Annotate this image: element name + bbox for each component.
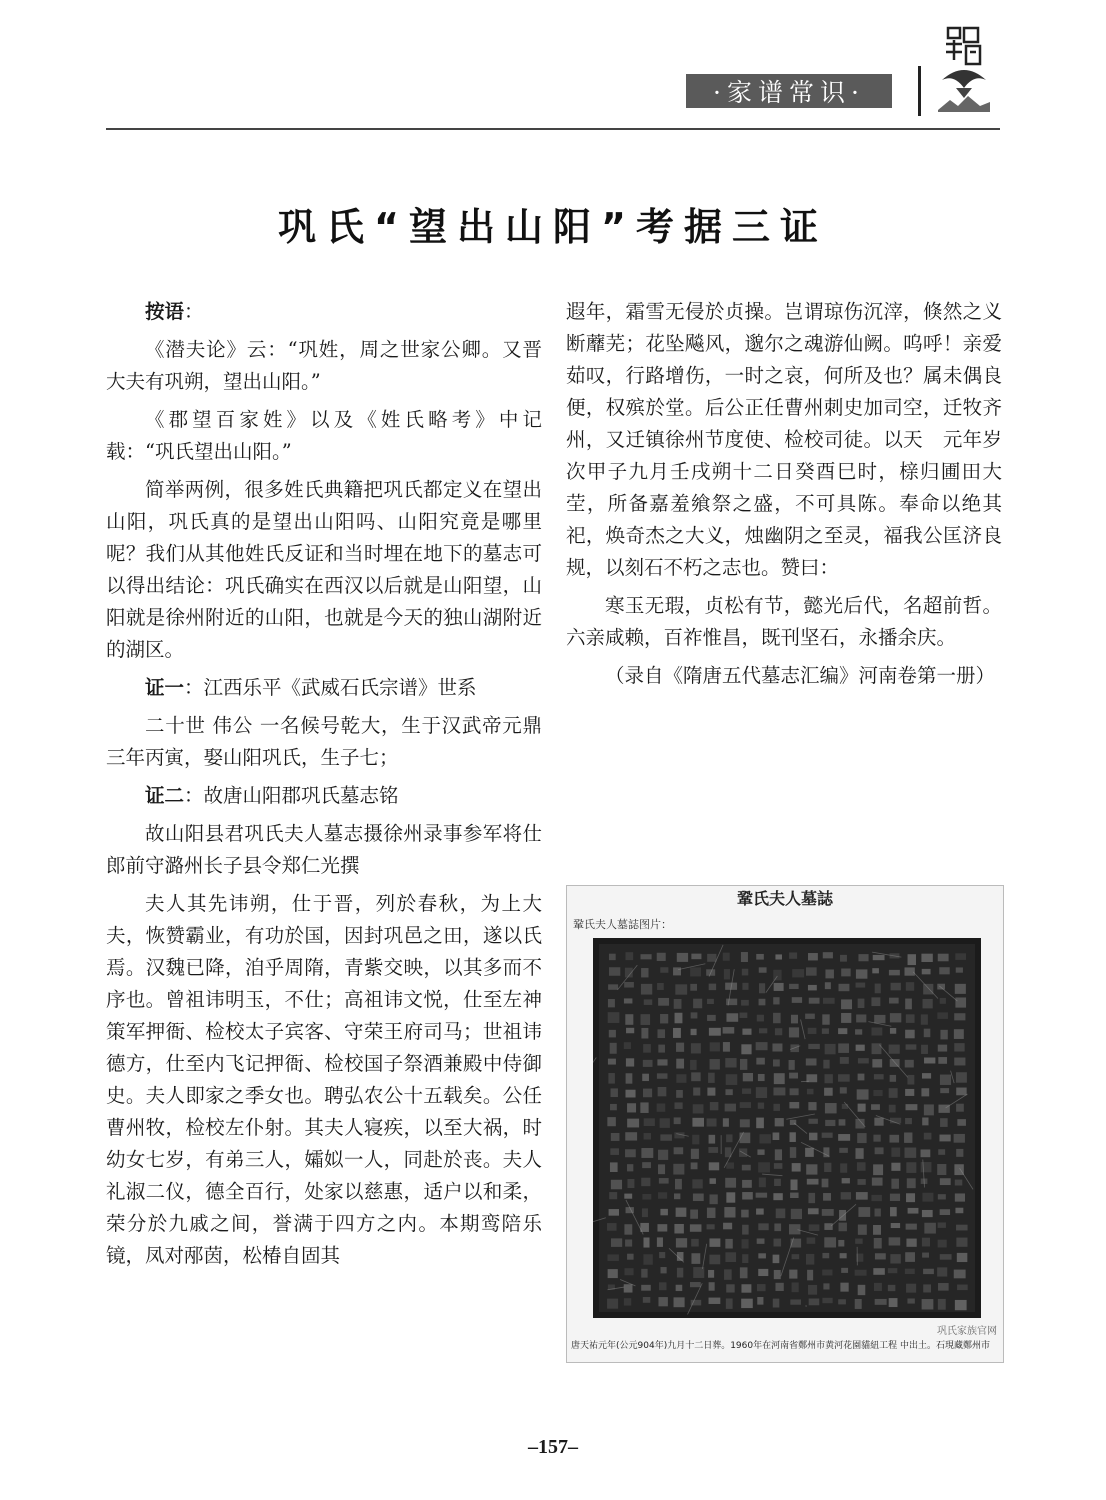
article-title: 巩氏“望出山阳”考据三证 <box>278 205 828 249</box>
figure-caption: 唐天祐元年(公元904年)九月十二日葬。1960年在河南省鄭州市黄河花園貓紐工程 中出土。石現藏鄭州市 <box>571 1341 990 1351</box>
evidence-one-label: 证一 <box>145 676 185 699</box>
epitaph-figure <box>566 885 1004 1363</box>
paragraph: 遐年，霜雪无侵於贞操。岂谓琼伤沉滓，倏然之义断蘼芜；花坠飚风，邈尔之魂游仙阙。呜呼！亲爱茹叹，行路增伤，一时之哀，何所及也？属未偶良便，权殡於堂。后公正任曹州刺史加司空，迁牧齐州，又迁镇徐州节度使、检校司徒。以天 元年岁次甲子九月壬戌朔十二日癸酉巳时，榇归圃田大茔，所备嘉羞飨祭之盛，不可具陈。奉命以绝其祀，焕奇杰之大义，烛幽阴之至灵，福我公匡济良规，以刻石不朽之志也。赞曰： <box>566 300 1002 579</box>
note-label: 按语 <box>145 300 185 323</box>
note-label-colon: ： <box>184 300 204 323</box>
epitaph-rubbing-image <box>593 938 981 1318</box>
source-note: （录自《隋唐五代墓志汇编》河南卷第一册） <box>605 664 996 687</box>
paragraph: 故山阳县君巩氏夫人墓志摄徐州录事参军将仕郎前守潞州长子县令郑仁光撰 <box>106 822 542 877</box>
header-divider <box>918 66 921 116</box>
paragraph: 简举两例，很多姓氏典籍把巩氏都定义在望出山阳，巩氏真的是望出山阳吗、山阳究竟是哪里呢？我们从其他姓氏反证和当时埋在地下的墓志可以得出结论：巩氏确实在西汉以后就是山阳望，山阳就是徐州附近的山阳，也就是今天的独山湖附近的湖区。 <box>106 478 542 661</box>
section-badge: ·家谱常识· <box>686 74 892 108</box>
evidence-two-text: ：故唐山阳郡巩氏墓志铭 <box>184 784 399 807</box>
gong-clan-logo-icon <box>934 24 994 116</box>
evidence-one-text: ：江西乐平《武威石氏宗谱》世系 <box>184 676 477 699</box>
right-column <box>566 296 1002 698</box>
left-column <box>106 296 542 1278</box>
evidence-two-heading <box>106 780 542 812</box>
paragraph: 《潜夫论》云：“巩姓，周之世家公卿。又晋大夫有巩朔，望出山阳。” <box>106 338 542 393</box>
paragraph: 二十世 伟公 一名候号乾大，生于汉武帝元鼎三年丙寅，娶山阳巩氏，生子七； <box>106 714 542 769</box>
paragraph: 《郡望百家姓》以及《姓氏略考》中记载：“巩氏望出山阳。” <box>106 408 542 463</box>
figure-watermark: 巩氏家族官网 <box>937 1326 997 1337</box>
evidence-one-heading <box>106 672 542 704</box>
figure-title: 鞏氏夫人墓誌 <box>736 889 833 908</box>
evidence-two-label: 证二 <box>145 784 185 807</box>
page-number: –157– <box>528 1436 578 1458</box>
paragraph: 寒玉无瑕，贞松有节，懿光后代，名超前哲。六亲咸赖，百祚惟昌，既刊坚石，永播余庆。 <box>566 594 1002 649</box>
header-rule <box>106 128 1000 130</box>
note-paragraph <box>106 296 542 328</box>
paragraph: 夫人其先讳朔，仕于晋，列於春秋，为上大夫，恢赞霸业，有功於国，因封巩邑之田，遂以氏焉。汉魏已降，洎乎周隋，青紫交映，以其多而不序也。曾祖讳明玉，不仕；高祖讳文悦，仕至左神策军押衙、检校太子宾客、守荣王府司马；世祖讳德方，仕至内飞记押衙、检校国子祭酒兼殿中侍御史。夫人即家之季女也。聘弘农公十五载矣。公任曹州牧，检校左仆射。其夫人寝疾，以至大祸，时幼女七岁，有弟三人，孀姒一人，同赴於丧。夫人礼淑二仪，德全百行，处家以慈惠，适户以和柔，荣分於九戚之间，誉满于四方之内。本期鸾陪乐镜，凤对邴茵，松椿自固其 <box>106 892 542 1267</box>
figure-subtitle: 鞏氏夫人墓誌图片： <box>573 918 672 931</box>
